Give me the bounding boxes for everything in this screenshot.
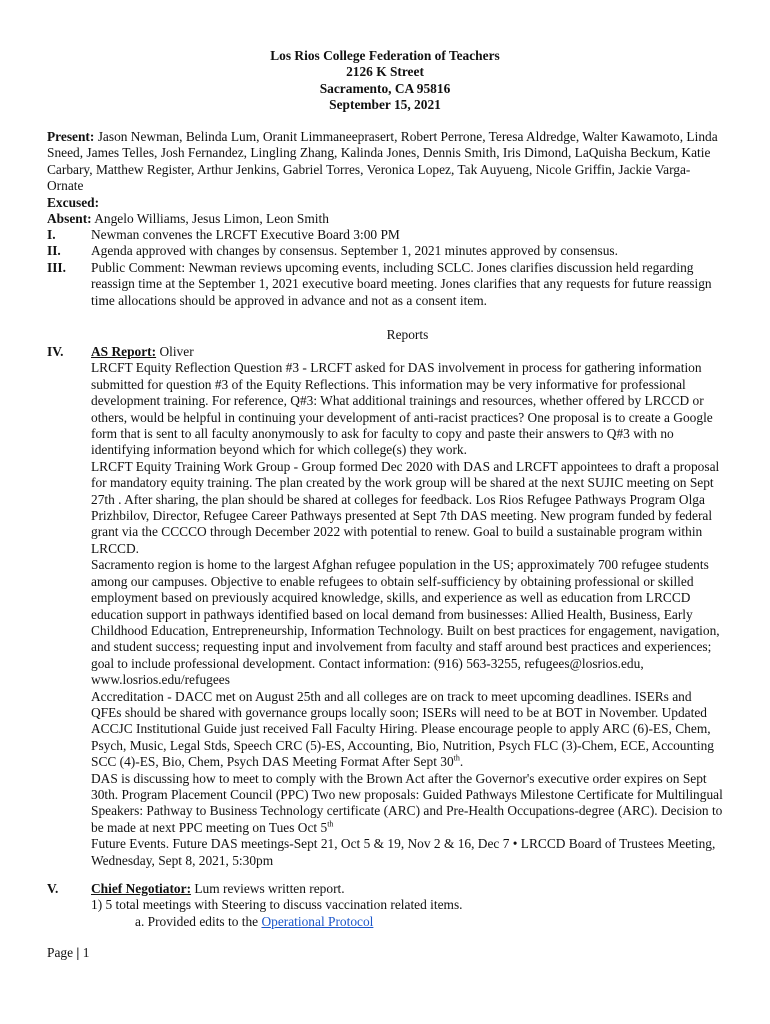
section-summary: Lum reviews written report. bbox=[191, 881, 345, 896]
page-label: Page bbox=[47, 945, 77, 960]
paragraph bbox=[91, 689, 725, 771]
paragraph bbox=[91, 771, 725, 837]
page-footer bbox=[47, 945, 89, 961]
paragraph: Sacramento region is home to the largest Afghan refugee population in the US; approximately 700 refugee students among our campuses. Objective to enable refugees to obtain self-sufficiency by obtaining professional or skilled employment based on previously acquired knowledge, skills, and experience as well as education from LRCCD education support in pathways identified based on local demand from businesses: Allied Health, Business, Early Childhood Education, Entrepreneurship, Information Technology. Built on best practices for engagement, navigation, and student success; requesting input and involvement from faculty and staff around best practices and experiences; goal to include professional development. Contact information: (916) 563-3255, refugees@losrios.edu, www.losrios.edu/refugees bbox=[91, 557, 720, 688]
paragraph: LRCFT Equity Training Work Group - Group formed Dec 2020 with DAS and LRCFT appointees to draft a proposal for mandatory equity training. The plan created by the work group will be shared at the next SUJIC meeting on Sept 27th . After sharing, the plan should be shared at colleges for feedback. Los Rios Refugee Pathways Program Olga Prizhbilov, Director, Refugee Career Pathways presented at Sept 7th DAS meeting. New program funded by federal grant via the CCCCO through December 2022 with potential to renew. Goal to build a sustainable program within LRCCD. bbox=[91, 458, 720, 556]
agenda-item bbox=[47, 260, 725, 309]
sub-list-item bbox=[91, 914, 725, 930]
absent-names: Angelo Williams, Jesus Limon, Leon Smith bbox=[91, 211, 329, 227]
presenter: Oliver bbox=[156, 344, 194, 359]
agenda-items bbox=[47, 227, 725, 309]
section-heading-line bbox=[91, 344, 725, 360]
page-number: 1 bbox=[79, 945, 90, 960]
item-number: III. bbox=[47, 259, 66, 275]
agenda-item bbox=[47, 227, 725, 243]
attendance bbox=[47, 129, 725, 227]
superscript: th bbox=[327, 819, 334, 829]
absent-line bbox=[47, 211, 725, 227]
section-number: IV. bbox=[47, 344, 64, 359]
item-number: I. bbox=[47, 227, 56, 242]
letterhead bbox=[0, 48, 770, 114]
present-line bbox=[47, 129, 725, 195]
excused-label: Excused: bbox=[47, 194, 100, 210]
operational-protocol-link[interactable]: Operational Protocol bbox=[261, 913, 374, 929]
org-name: Los Rios College Federation of Teachers bbox=[270, 48, 500, 63]
page-separator: | bbox=[76, 945, 80, 960]
section-heading-line bbox=[91, 881, 725, 897]
paragraph: LRCFT Equity Reflection Question #3 - LRCFT asked for DAS involvement in process for gathering information submitted for question #3 of the Equity Reflections. This information may be very informative for professional development training. For reference, Q#3: What additional trainings and resources, whether offered by LRCCD or others, would be helpful in continuing your development of anti-racist practices? One proposal is to create a Google form that is sent to all faculty anonymously to ask for faculty to copy and paste their answers to Q#3 with no identifying information beyond which for which college(s) they work. bbox=[91, 360, 713, 458]
item-number: II. bbox=[47, 243, 61, 259]
paragraph-text: Accreditation - DACC met on August 25th and all colleges are on track to meet upcoming deadlines. ISERs and QFEs should be shared with governance groups locally soon; ISERs will need to be at BOT in November. Updated ACCJC Institutional Guide just received Fall Faculty Hiring. Please encourage people to apply ARC (6)-ES, Chem, Psych, Music, Legal Stds, Speech CRC (5)-ES, Accounting, Bio, Nutrition, Psych FLC (3)-Chem, ECE, Accounting SCC (4)-ES, Bio, Chem, Psych DAS Meeting Format After Sept 30 bbox=[91, 688, 714, 770]
item-text: Newman convenes the LRCFT Executive Board 3:00 PM bbox=[91, 227, 400, 242]
absent-label: Absent: bbox=[47, 211, 92, 227]
paragraph-text: DAS is discussing how to meet to comply with the Brown Act after the Governor's executive order expires on Sept 30th. Program Placement Council (PPC) Two new proposals: Guided Pathways Milestone Certificate for Multilingual Speakers: Pathway to Business Technology certificate (ARC) and Pre-Health Occupations-degree (ARC). Decision to be made at next PPC meeting on Tues Oct 5 bbox=[91, 770, 723, 835]
section-row bbox=[47, 881, 725, 930]
section-chief-negotiator bbox=[47, 881, 725, 930]
section-body bbox=[91, 881, 725, 930]
item-text: Agenda approved with changes by consensus. September 1, 2021 minutes approved by consensus. bbox=[91, 243, 618, 259]
paragraph: Future Events. Future DAS meetings-Sept 21, Oct 5 & 19, Nov 2 & 16, Dec 7 • LRCCD Board of Trustees Meeting, Wednesday, Sept 8, 2021, 5:30pm bbox=[91, 836, 716, 868]
city-address: Sacramento, CA 95816 bbox=[319, 80, 451, 96]
item-text: Public Comment: Newman reviews upcoming events, including SCLC. Jones clarifies discussion held regarding reassign time at the September 1, 2021 executive board meeting. Jones clarifies that any requests for future reassign time allocations should be approved in advance and not as a consent item. bbox=[91, 259, 712, 308]
superscript: th bbox=[453, 753, 460, 763]
section-as-report bbox=[47, 344, 725, 869]
reports-heading: Reports bbox=[386, 327, 429, 342]
paragraph-text: . bbox=[459, 754, 464, 770]
section-body bbox=[91, 344, 725, 869]
sub-list-text: a. Provided edits to the bbox=[135, 913, 262, 929]
present-names: Jason Newman, Belinda Lum, Oranit Limmaneeprasert, Robert Perrone, Teresa Aldredge, Walter Kawamoto, Linda Sneed, James Telles, Josh Fernandez, Lingling Zhang, Kalinda Jones, Dennis Smith, Iris Dimond, LaQuisha Beckum, Katie Carbary, Matthew Register, Arthur Jenkins, Gabriel Torres, Veronica Lopez, Tak Auyueng, Nicole Griffin, Jackie Varga-Ornate bbox=[47, 129, 718, 194]
section-heading: Chief Negotiator: bbox=[91, 881, 192, 896]
present-label: Present: bbox=[47, 129, 95, 144]
section-number: V. bbox=[47, 881, 59, 896]
section-heading: AS Report: bbox=[91, 344, 157, 359]
list-item: 1) 5 total meetings with Steering to discuss vaccination related items. bbox=[91, 897, 463, 913]
meeting-date: September 15, 2021 bbox=[329, 97, 441, 113]
street-address: 2126 K Street bbox=[346, 64, 424, 80]
section-row bbox=[47, 344, 725, 869]
agenda-item bbox=[47, 243, 725, 259]
